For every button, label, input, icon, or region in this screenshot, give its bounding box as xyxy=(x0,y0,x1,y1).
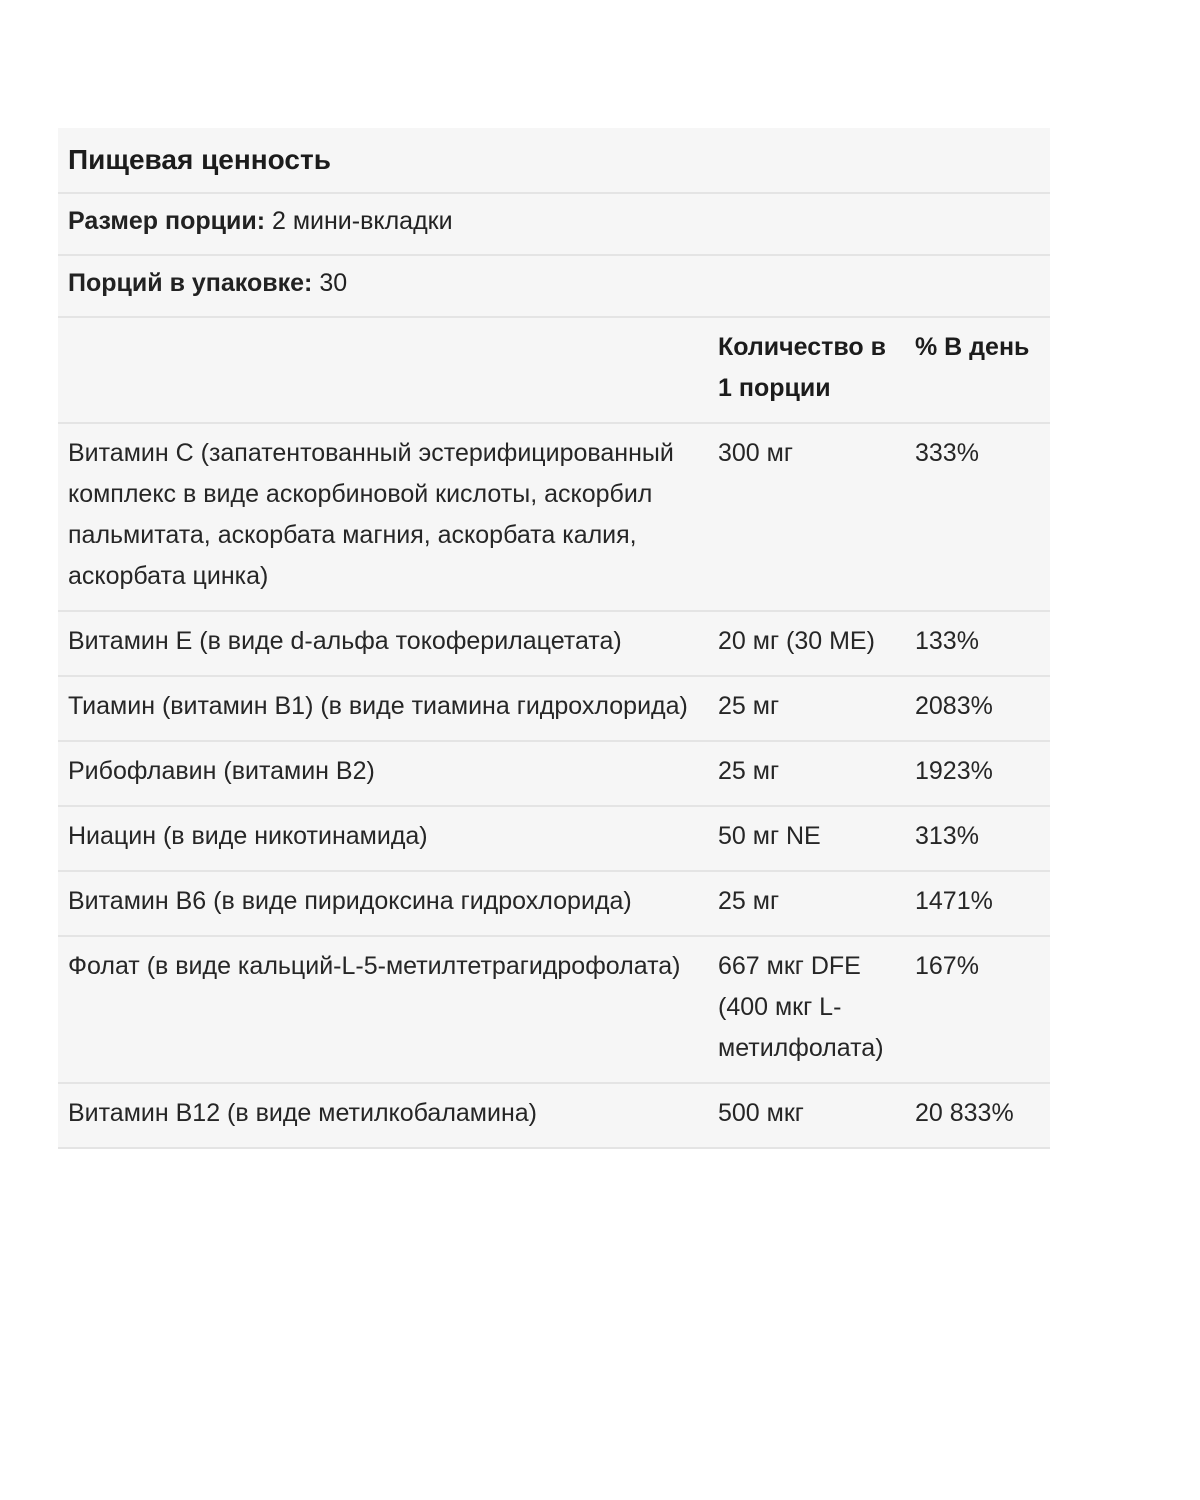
table-row xyxy=(58,423,1050,611)
table-row xyxy=(58,871,1050,936)
serving-size-label: Размер порции: xyxy=(68,207,266,235)
nutrient-daily-value: 333% xyxy=(905,423,1050,611)
nutrient-name: Витамин E (в виде d-альфа токоферилацетата) xyxy=(58,611,708,676)
table-row xyxy=(58,936,1050,1083)
nutrient-daily-value: 313% xyxy=(905,806,1050,871)
column-header-amount: Количество в 1 порции xyxy=(708,318,905,423)
nutrient-daily-value: 133% xyxy=(905,611,1050,676)
nutrient-name: Витамин B12 (в виде метилкобаламина) xyxy=(58,1083,708,1148)
nutrient-amount: 25 мг xyxy=(708,676,905,741)
serving-size-row xyxy=(58,194,1050,256)
panel-title: Пищевая ценность xyxy=(58,128,1050,194)
table-row xyxy=(58,676,1050,741)
nutrient-amount: 667 мкг DFE (400 мкг L-метилфолата) xyxy=(708,936,905,1083)
nutrition-facts-panel xyxy=(58,128,1050,1149)
servings-per-container-value: 30 xyxy=(319,269,348,297)
column-header-name xyxy=(58,318,708,423)
nutrient-name: Тиамин (витамин B1) (в виде тиамина гидрохлорида) xyxy=(58,676,708,741)
nutrient-daily-value: 1471% xyxy=(905,871,1050,936)
nutrient-amount: 25 мг xyxy=(708,871,905,936)
table-row xyxy=(58,1083,1050,1148)
nutrient-name: Ниацин (в виде никотинамида) xyxy=(58,806,708,871)
nutrient-name: Рибофлавин (витамин B2) xyxy=(58,741,708,806)
table-row xyxy=(58,741,1050,806)
nutrient-name: Витамин C (запатентованный эстерифицированный комплекс в виде аскорбиновой кислоты, аскорбил пальмитата, аскорбата магния, аскорбата калия, аскорбата цинка) xyxy=(58,423,708,611)
nutrient-amount: 500 мкг xyxy=(708,1083,905,1148)
nutrient-amount: 50 мг NE xyxy=(708,806,905,871)
nutrient-daily-value: 20 833% xyxy=(905,1083,1050,1148)
table-row xyxy=(58,806,1050,871)
servings-per-container-row xyxy=(58,256,1050,318)
nutrient-amount: 300 мг xyxy=(708,423,905,611)
column-header-daily-value: % В день xyxy=(905,318,1050,423)
serving-size-value: 2 мини-вкладки xyxy=(272,207,453,235)
nutrient-name: Фолат (в виде кальций-L-5-метилтетрагидрофолата) xyxy=(58,936,708,1083)
servings-per-container-label: Порций в упаковке: xyxy=(68,269,313,297)
table-header-row xyxy=(58,318,1050,423)
nutrient-amount: 20 мг (30 МЕ) xyxy=(708,611,905,676)
nutrient-amount: 25 мг xyxy=(708,741,905,806)
table-row xyxy=(58,611,1050,676)
nutrient-name: Витамин B6 (в виде пиридоксина гидрохлорида) xyxy=(58,871,708,936)
nutrient-daily-value: 2083% xyxy=(905,676,1050,741)
nutrient-daily-value: 1923% xyxy=(905,741,1050,806)
nutrient-daily-value: 167% xyxy=(905,936,1050,1083)
nutrients-table xyxy=(58,318,1050,1149)
